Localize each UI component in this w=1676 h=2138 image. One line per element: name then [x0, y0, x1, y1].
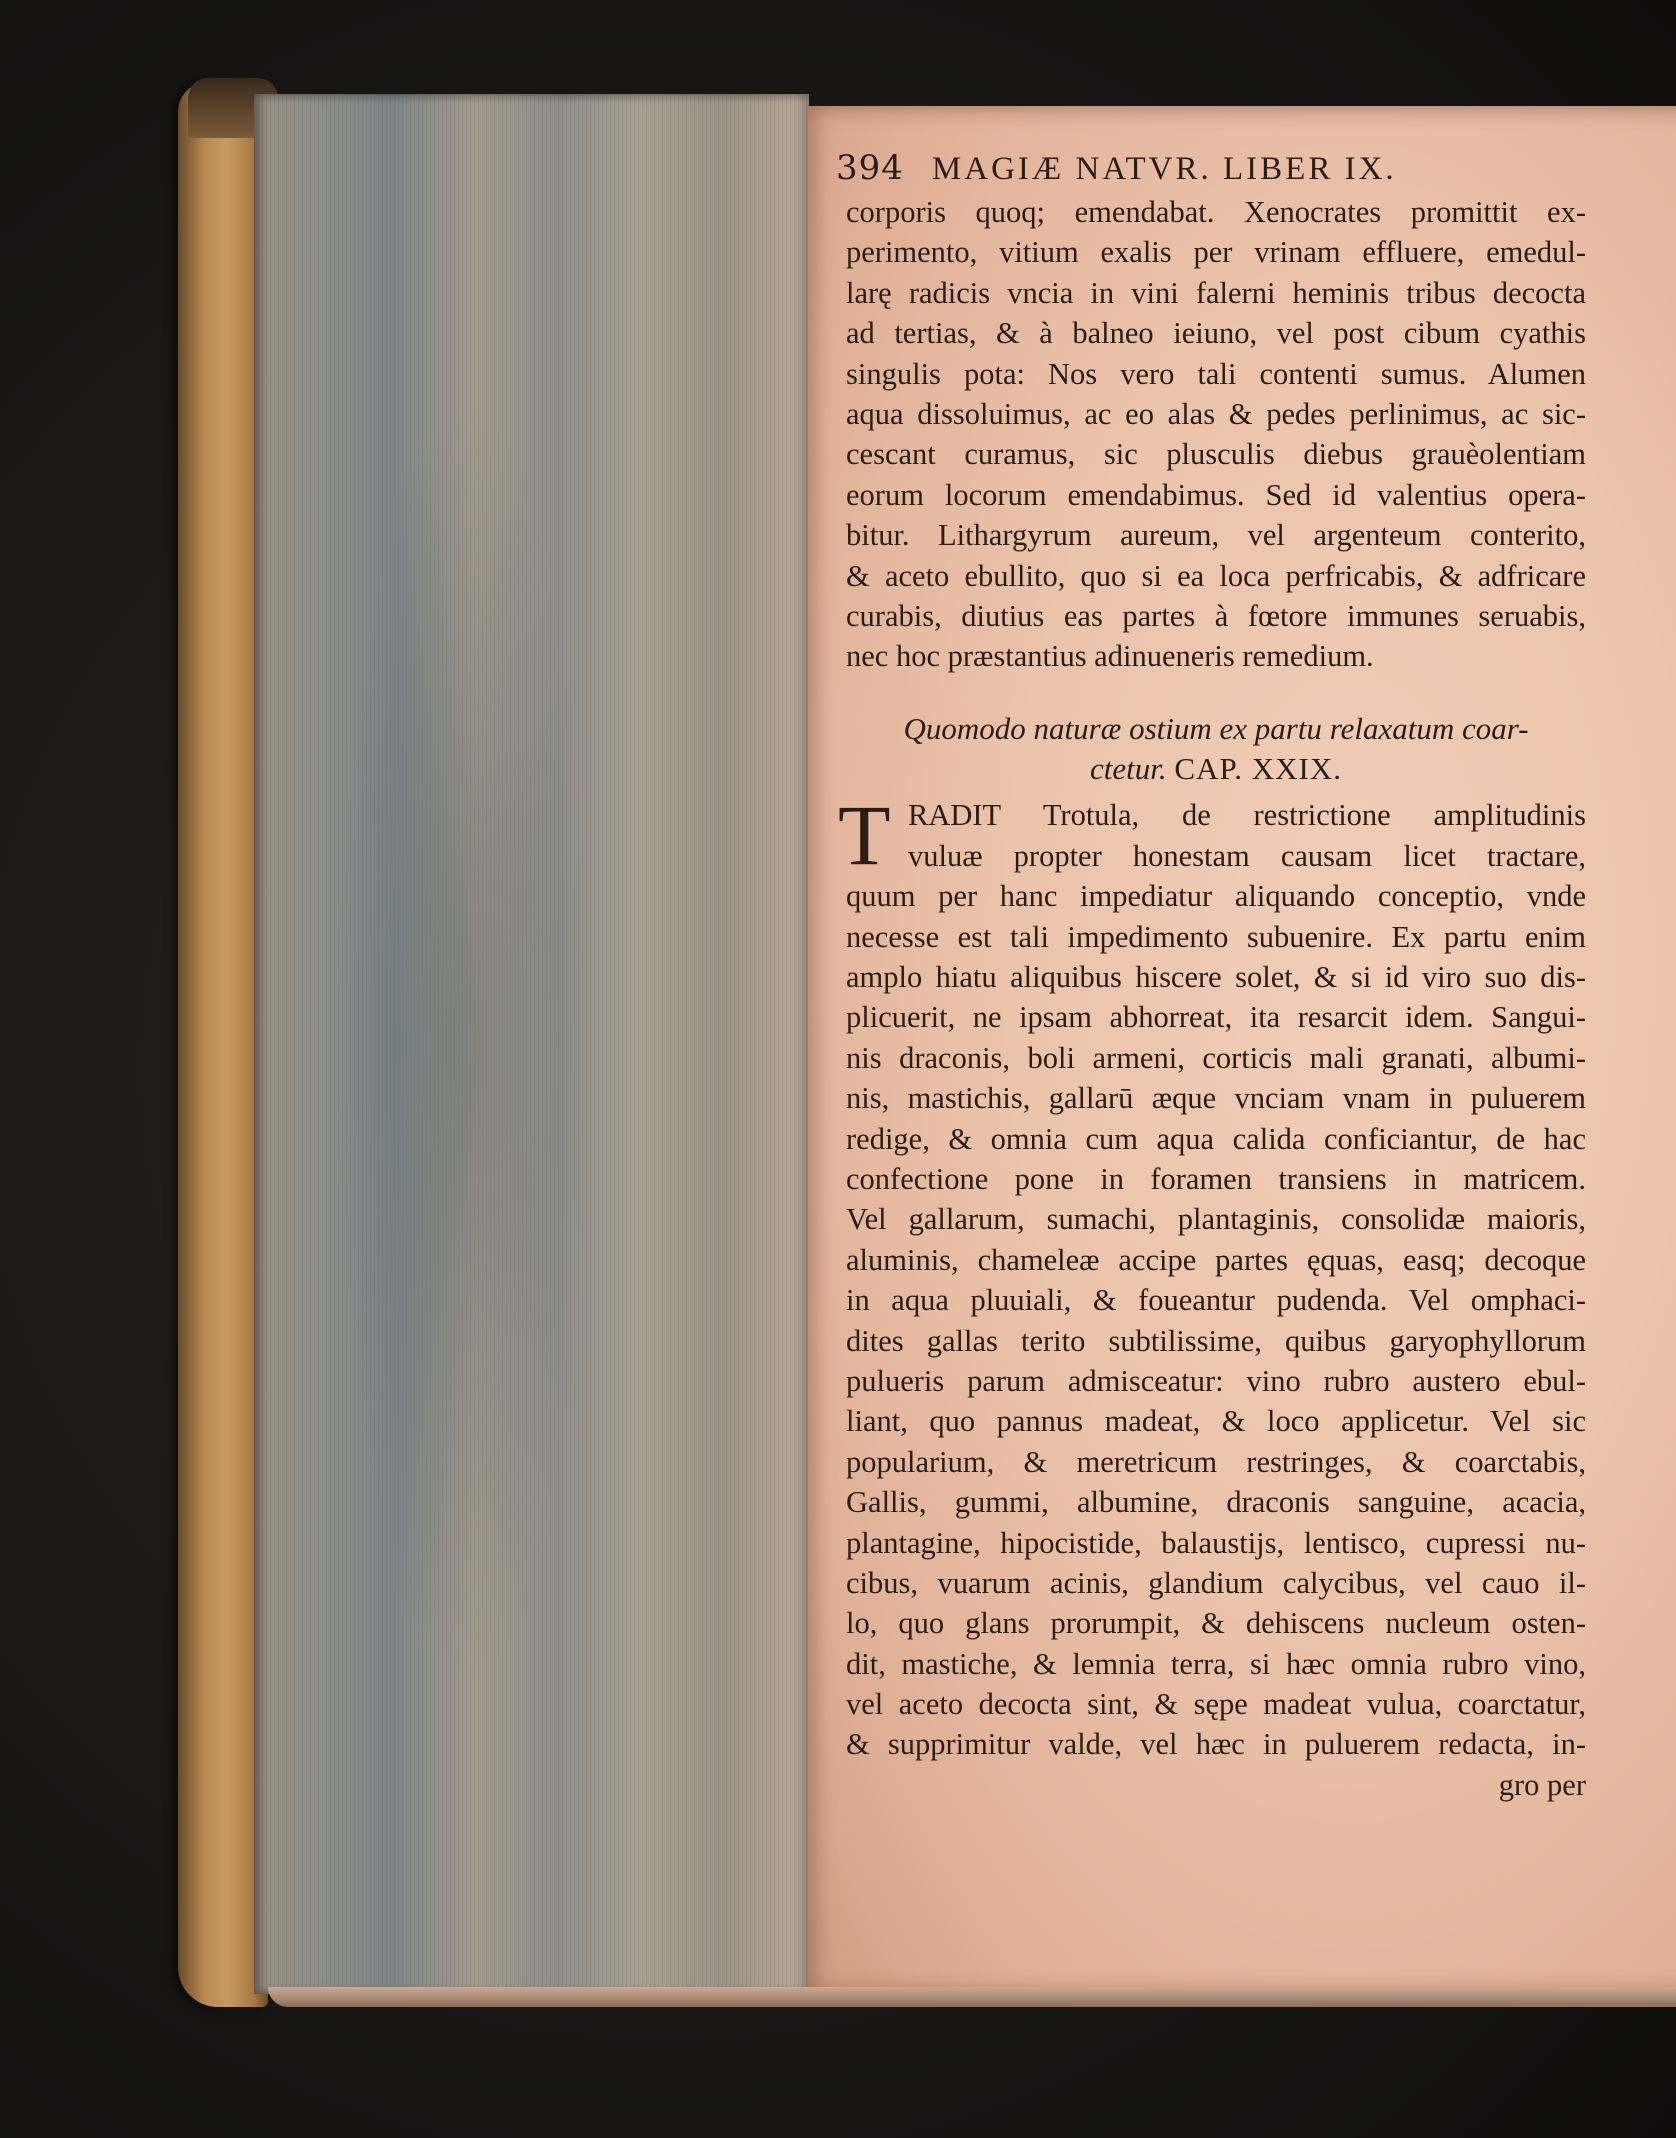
- text-line: & supprimitur valde, vel hæc in puluerem redacta, in-: [846, 1727, 1586, 1762]
- book-bottom-edge: [268, 1987, 1676, 2007]
- text-line: quum per hanc impediatur aliquando conceptio, vnde: [846, 879, 1586, 914]
- text-line: nis, mastichis, gallarū æque vnciam vnam in puluerem: [846, 1081, 1586, 1116]
- text-line: aluminis, chameleæ accipe partes ęquas, easq; decoque: [846, 1242, 1586, 1277]
- text-line: plantagine, hipocistide, balaustijs, lentisco, cupressi nu-: [846, 1525, 1586, 1560]
- drop-cap: T: [838, 787, 891, 884]
- text-line: popularium, & meretricum restringes, & coarctabis,: [846, 1444, 1586, 1479]
- text-line: curabis, diutius eas partes à fœtore immunes seruabis,: [846, 598, 1586, 633]
- text-line: RADIT Trotula, de restrictione amplitudinis: [908, 798, 1586, 833]
- text-line: in aqua pluuiali, & foueantur pudenda. Vel omphaci-: [846, 1283, 1586, 1318]
- text-line: Gallis, gummi, albumine, draconis sanguine, acacia,: [846, 1485, 1586, 1520]
- page-header: [836, 148, 1586, 188]
- text-line: liant, quo pannus madeat, & loco applicetur. Vel sic: [846, 1404, 1586, 1439]
- text-line: vuluæ propter honestam causam licet tractare,: [908, 838, 1586, 873]
- text-line: amplo hiatu aliquibus hiscere solet, & si id viro suo dis-: [846, 960, 1586, 995]
- heading-line: Quomodo naturæ ostium ex partu relaxatum coar-: [903, 710, 1529, 746]
- text-line: bitur. Lithargyrum aureum, vel argenteum conterito,: [846, 518, 1586, 553]
- text-line: redige, & omnia cum aqua calida conficiantur, de hac: [846, 1121, 1586, 1156]
- text-line: vel aceto decocta sint, & sępe madeat vulua, coarctatur,: [846, 1687, 1586, 1722]
- page-block-edge: [254, 94, 809, 1994]
- text-line: confectione pone in foramen transiens in matricem.: [846, 1161, 1586, 1196]
- text-line: ad tertias, & à balneo ieiuno, vel post cibum cyathis: [846, 316, 1586, 351]
- heading-line: [846, 749, 1586, 789]
- chapter-heading: [846, 709, 1586, 790]
- text-line: singulis pota: Nos vero tali contenti sumus. Alumen: [846, 356, 1586, 391]
- text-line: perimento, vitium exalis per vrinam effluere, emedul-: [846, 235, 1586, 270]
- page-text: [836, 148, 1586, 1805]
- text-line: lo, quo glans prorumpit, & dehiscens nucleum osten-: [846, 1606, 1586, 1641]
- text-line: Vel gallarum, sumachi, plantaginis, consolidæ maioris,: [846, 1202, 1586, 1237]
- text-line: aqua dissoluimus, ac eo alas & pedes perlinimus, ac sic-: [846, 396, 1586, 431]
- text-line: dit, mastiche, & lemnia terra, si hæc omnia rubro vino,: [846, 1646, 1586, 1681]
- text-line: necesse est tali impedimento subuenire. Ex partu enim: [846, 919, 1586, 954]
- page-number: 394: [836, 148, 904, 188]
- heading-word: ctetur.: [1090, 751, 1167, 787]
- chapter-body: [838, 787, 1586, 1805]
- text-line: nec hoc præstantius adinueneris remedium.: [846, 639, 1374, 674]
- text-line: pulueris parum admisceatur: vino rubro austero ebul-: [846, 1363, 1586, 1398]
- catchword: gro per: [1498, 1767, 1586, 1802]
- text-line: corporis quoq; emendabat. Xenocrates promittit ex-: [846, 195, 1586, 229]
- text-line: eorum locorum emendabimus. Sed id valentius opera-: [846, 477, 1586, 512]
- text-line: nis draconis, boli armeni, corticis mali granati, albumi-: [846, 1040, 1586, 1075]
- text-line: & aceto ebullito, quo si ea loca perfricabis, & adfricare: [846, 558, 1586, 593]
- text-line: plicuerit, ne ipsam abhorreat, ita resarcit idem. Sangui-: [846, 1000, 1586, 1035]
- text-line: larę radicis vncia in vini falerni heminis tribus decocta: [846, 275, 1586, 310]
- text-line: cescant curamus, sic plusculis diebus grauèolentiam: [846, 437, 1586, 472]
- chapter-number: CAP. XXIX.: [1174, 751, 1342, 787]
- text-line: cibus, vuarum acinis, glandium calycibus, vel cauo il-: [846, 1565, 1586, 1600]
- text-line: dites gallas terito subtilissime, quibus garyophyllorum: [846, 1323, 1586, 1358]
- running-title: MAGIÆ NATVR. LIBER IX.: [931, 151, 1397, 187]
- section-continuation: [846, 192, 1586, 677]
